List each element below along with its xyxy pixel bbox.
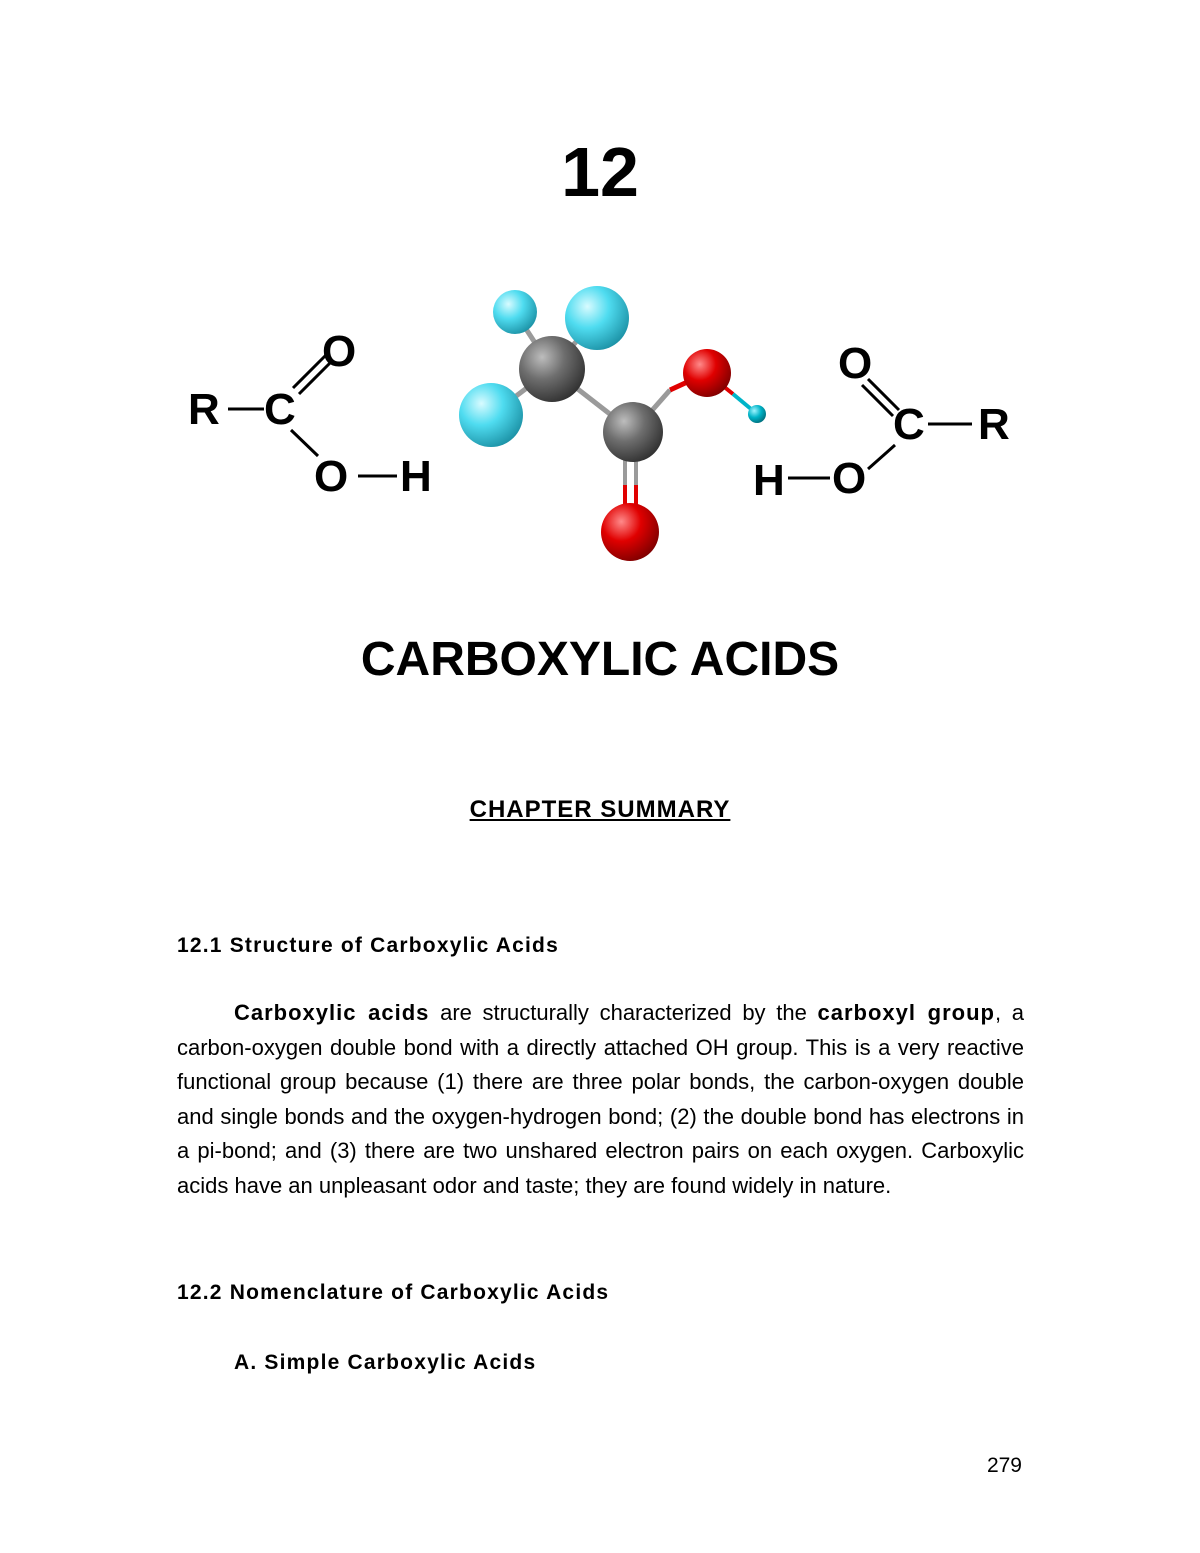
- fluorine-atom-1: [493, 290, 537, 334]
- page-number: 279: [986, 1454, 1022, 1477]
- carbon-atom-2: [603, 402, 663, 462]
- paragraph-text-1: are structurally characterized by the: [429, 1000, 818, 1025]
- fluorine-atom-2: [565, 286, 629, 350]
- oxygen-atom-carbonyl: [601, 503, 659, 561]
- section-heading-12-1: 12.1 Structure of Carboxylic Acids: [177, 934, 559, 957]
- oxygen-atom-hydroxyl: [683, 349, 731, 397]
- right-carboxylic-acid-structure: [753, 339, 1010, 505]
- section-12-1-paragraph: [177, 996, 1024, 1203]
- atom-r-label: R: [188, 385, 220, 434]
- term-carboxyl-group: carboxyl group: [817, 1000, 995, 1025]
- paragraph-text-2: , a carbon-oxygen double bond with a directly attached OH group. This is a very reactive functional group because (1) there are three polar bonds, the carbon-oxygen double and single bonds and the oxygen-hydrogen bond; (2) the double bond has electrons in a pi-bond; and (3) there are two unshared electron pairs on each oxygen. Carboxylic acids have an unpleasant odor and taste; they are found widely in nature.: [177, 1000, 1024, 1198]
- atom-o-double-label: O: [838, 339, 873, 388]
- atom-o-double-label: O: [322, 327, 357, 376]
- hydrogen-atom: [748, 405, 766, 423]
- atom-o-single-label: O: [832, 454, 867, 503]
- left-carboxylic-acid-structure: [188, 327, 432, 501]
- chapter-summary-heading: CHAPTER SUMMARY: [469, 796, 731, 823]
- atom-c-label: C: [264, 385, 296, 434]
- ball-and-stick-model: [459, 286, 766, 561]
- chapter-title: CARBOXYLIC ACIDS: [360, 633, 840, 686]
- term-carboxylic-acids: Carboxylic acids: [234, 1000, 430, 1025]
- atom-h-label: H: [753, 456, 785, 505]
- atom-h-label: H: [400, 452, 432, 501]
- bond-c-o-single: [868, 445, 895, 469]
- fluorine-atom-3: [459, 383, 523, 447]
- chapter-number: 12: [561, 133, 639, 211]
- atom-c-label: C: [893, 400, 925, 449]
- section-heading-12-2: 12.2 Nomenclature of Carboxylic Acids: [177, 1281, 610, 1304]
- atom-o-single-label: O: [314, 452, 349, 501]
- carboxylic-acid-figure: [0, 270, 1200, 580]
- carbon-atom-1: [519, 336, 585, 402]
- subsection-heading-a: A. Simple Carboxylic Acids: [234, 1351, 537, 1374]
- atom-r-label: R: [978, 400, 1010, 449]
